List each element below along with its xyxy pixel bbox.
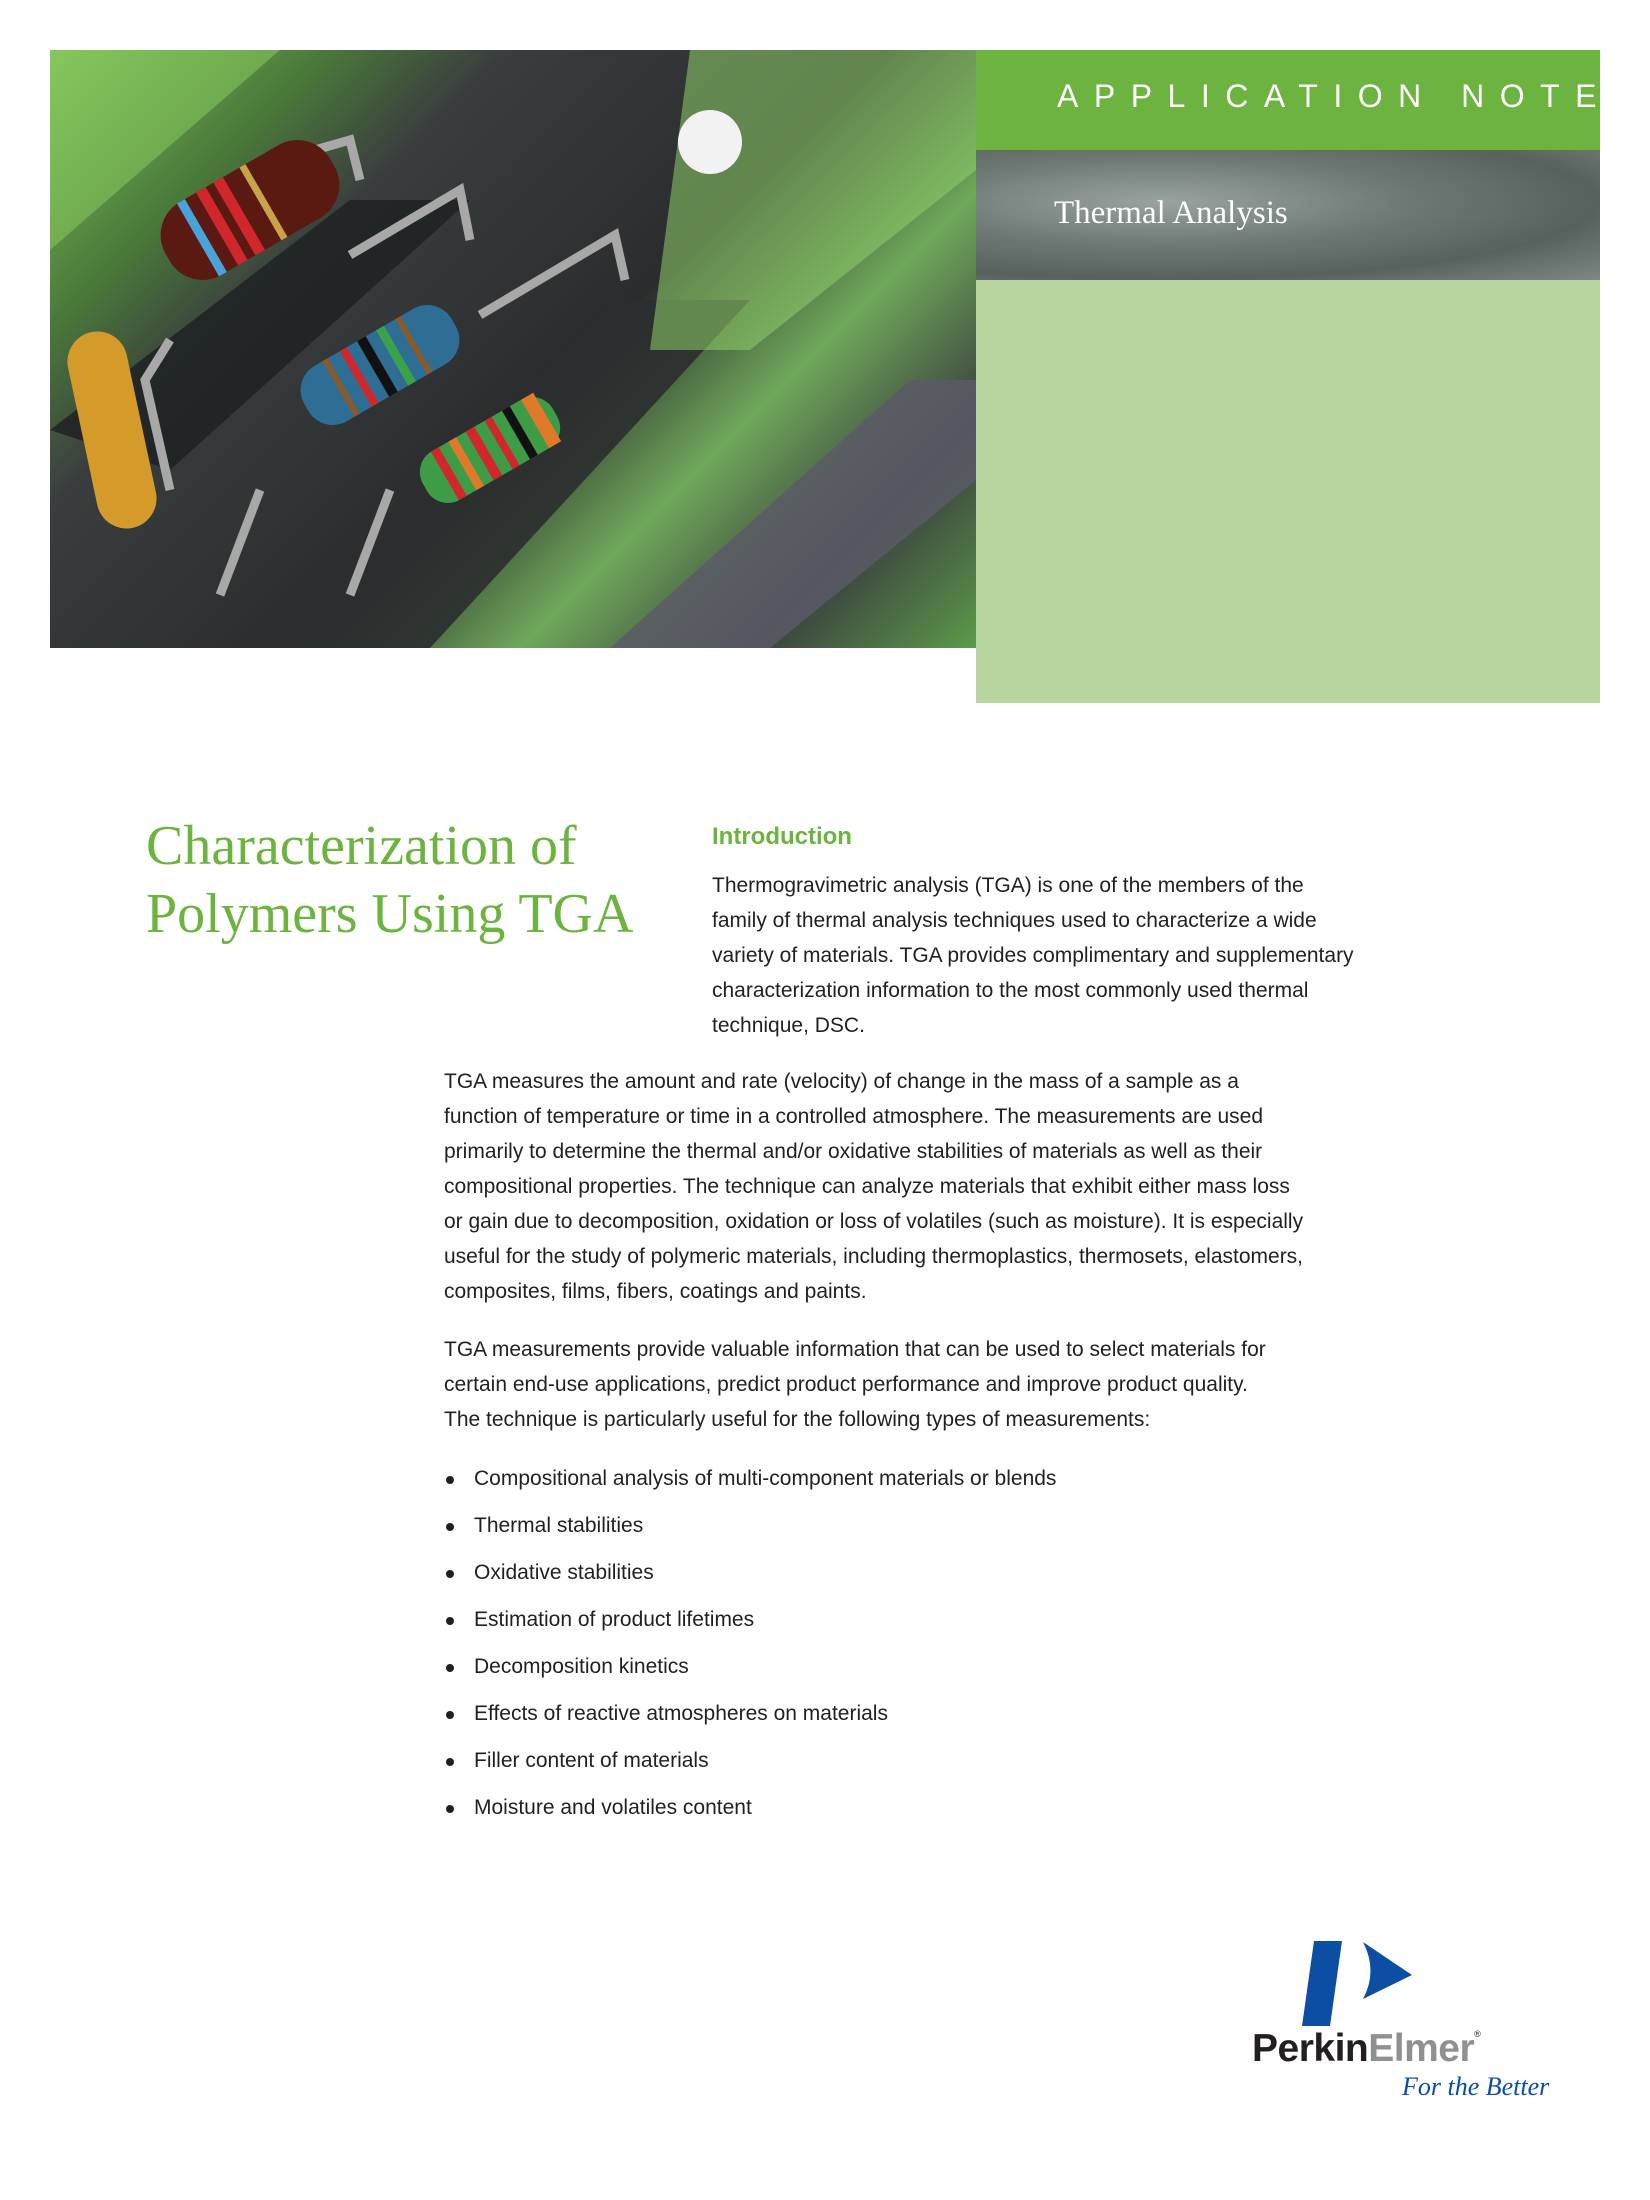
text-line: TGA measures the amount and rate (velocity) of change in the mass of a sample as a: [444, 1070, 1239, 1093]
bullet-icon: [446, 1664, 454, 1672]
text-line: primarily to determine the thermal and/or oxidative stabilities of materials as well as their: [444, 1140, 1263, 1163]
list-item-text: Estimation of product lifetimes: [474, 1608, 755, 1631]
category-band: [976, 150, 1600, 280]
circuit-board-illustration: [50, 50, 976, 648]
list-item-text: Effects of reactive atmospheres on materials: [474, 1702, 888, 1725]
measurement-types-list: [444, 1461, 1056, 1837]
bullet-icon: [446, 1476, 454, 1484]
logo-word-elmer: Elmer: [1368, 2027, 1475, 2070]
list-item: [444, 1743, 1056, 1790]
title-line: Polymers Using TGA: [146, 883, 634, 945]
text-line: technique, DSC.: [712, 1014, 865, 1037]
logo-tagline: For the Better: [1402, 2072, 1550, 2101]
text-line: The technique is particularly useful for the following types of measurements:: [444, 1408, 1151, 1431]
perkinelmer-p-mark-icon: [1250, 1935, 1430, 2030]
text-line: compositional properties. The technique can analyze materials that exhibit either mass loss: [444, 1175, 1290, 1198]
list-item: [444, 1790, 1056, 1837]
list-item: [444, 1602, 1056, 1649]
bullet-icon: [446, 1805, 454, 1813]
logo-word-perkin: Perkin: [1252, 2027, 1369, 2070]
category-label: Thermal Analysis: [1054, 195, 1288, 231]
bullet-icon: [446, 1758, 454, 1766]
bullet-icon: [446, 1711, 454, 1719]
text-line: useful for the study of polymeric materials, including thermoplastics, thermosets, elastomers,: [444, 1245, 1304, 1268]
list-item-text: Moisture and volatiles content: [474, 1796, 752, 1819]
header-photo: [50, 50, 976, 648]
text-line: Thermogravimetric analysis (TGA) is one of the members of the: [712, 874, 1304, 897]
bullet-icon: [446, 1617, 454, 1625]
decorative-panel: [976, 280, 1600, 703]
application-note-banner: [976, 50, 1613, 150]
list-item-text: Decomposition kinetics: [474, 1655, 689, 1678]
body-paragraph-tga-measurements: [444, 1332, 1266, 1437]
perkinelmer-logo: [1250, 1935, 1560, 2110]
text-line: function of temperature or time in a controlled atmosphere. The measurements are used: [444, 1105, 1264, 1128]
page-title: [146, 812, 666, 948]
introduction-paragraph: [712, 868, 1354, 1043]
logo-wordmark: [1252, 2027, 1480, 2071]
text-line: family of thermal analysis techniques used to characterize a wide: [712, 909, 1317, 932]
text-line: composites, films, fibers, coatings and paints.: [444, 1280, 867, 1303]
registered-mark: ®: [1474, 2029, 1481, 2039]
list-item: [444, 1649, 1056, 1696]
list-item-text: Thermal stabilities: [474, 1514, 644, 1537]
text-line: characterization information to the most commonly used thermal: [712, 979, 1309, 1002]
list-item-text: Filler content of materials: [474, 1749, 709, 1772]
list-item-text: Compositional analysis of multi-component materials or blends: [474, 1467, 1057, 1490]
list-item: [444, 1555, 1056, 1602]
section-heading-introduction: Introduction: [712, 823, 852, 850]
banner-label: APPLICATION NOTE: [1057, 78, 1613, 114]
bullet-icon: [446, 1523, 454, 1531]
list-item: [444, 1461, 1056, 1508]
list-item-text: Oxidative stabilities: [474, 1561, 654, 1584]
text-line: variety of materials. TGA provides complimentary and supplementary: [712, 944, 1354, 967]
bullet-icon: [446, 1570, 454, 1578]
text-line: or gain due to decomposition, oxidation or loss of volatiles (such as moisture). It is especially: [444, 1210, 1304, 1233]
title-line: Characterization of: [146, 815, 577, 877]
text-line: TGA measurements provide valuable information that can be used to select materials for: [444, 1338, 1266, 1361]
list-item: [444, 1508, 1056, 1555]
body-paragraph-tga-measures: [444, 1064, 1303, 1309]
text-line: certain end-use applications, predict product performance and improve product quality.: [444, 1373, 1248, 1396]
list-item: [444, 1696, 1056, 1743]
